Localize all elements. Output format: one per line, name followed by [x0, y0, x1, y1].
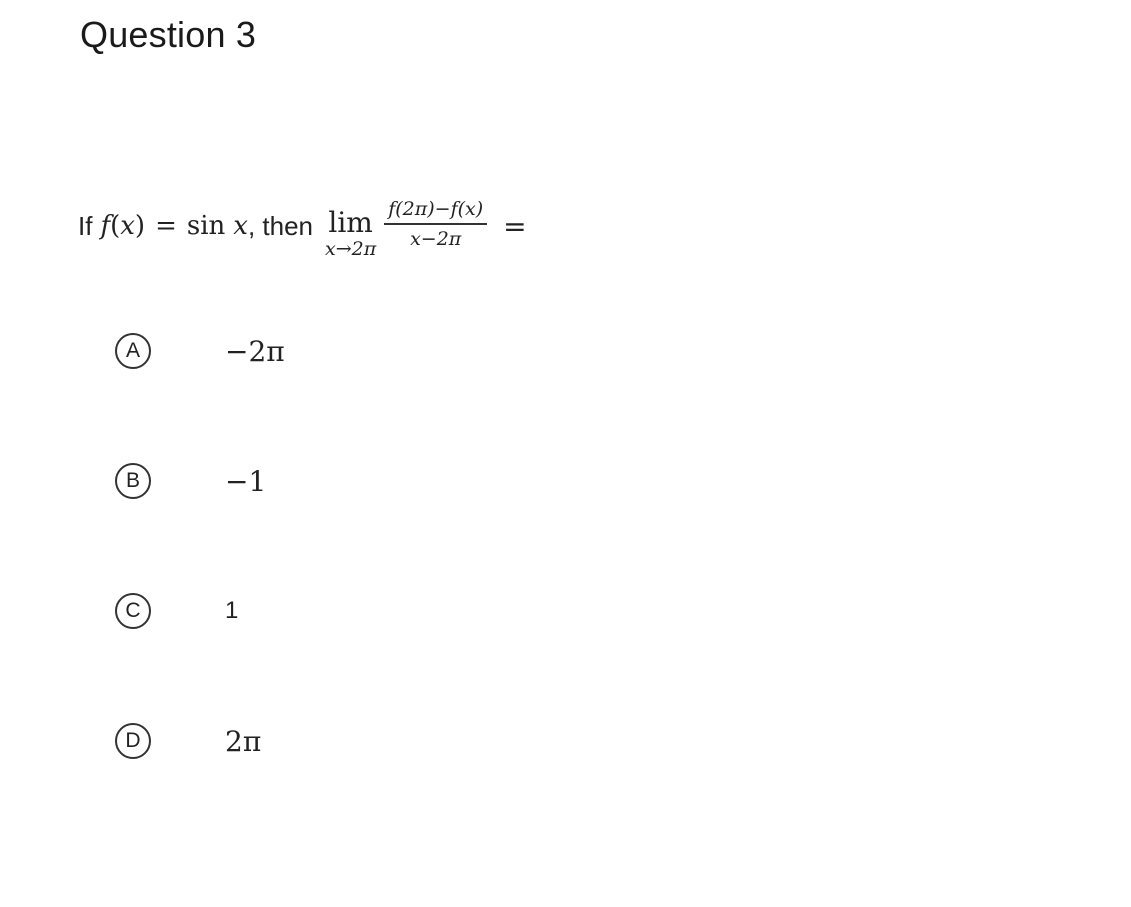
stem-variable: x [120, 211, 135, 241]
limit-fraction [384, 197, 487, 251]
trailing-equals: = [503, 209, 527, 243]
choice-c-text: 1 [225, 597, 239, 624]
stem-left-paren: ( [110, 211, 121, 241]
question-stem [78, 196, 527, 260]
stem-sin: sin [186, 211, 226, 241]
stem-right-paren: ) [134, 211, 146, 241]
choice-a-bubble[interactable]: A [115, 333, 151, 369]
choice-b-text: −1 [225, 464, 267, 498]
limit-subscript: x→2π [325, 238, 377, 260]
stem-sin-argument: x [233, 211, 248, 241]
fraction-numerator: f(2π)−f(x) [388, 198, 484, 221]
fraction-bar [384, 223, 487, 225]
fraction-denominator: x−2π [410, 227, 462, 250]
choice-c[interactable] [115, 591, 239, 631]
stem-equals: = [155, 211, 177, 241]
choice-c-bubble[interactable]: C [115, 593, 151, 629]
choice-d[interactable] [115, 721, 262, 761]
stem-function-name: f [100, 211, 111, 241]
choice-d-bubble[interactable]: D [115, 723, 151, 759]
choice-b[interactable] [115, 461, 267, 501]
choice-a[interactable] [115, 331, 285, 371]
choice-b-bubble[interactable]: B [115, 463, 151, 499]
stem-then: , then [247, 210, 313, 241]
stem-prefix: If [78, 210, 93, 241]
question-title: Question 3 [80, 14, 257, 55]
choice-d-text: 2π [225, 724, 262, 758]
limit-expression [325, 208, 376, 260]
limit-operator: lim [328, 206, 373, 239]
choice-a-text: −2π [225, 334, 285, 368]
